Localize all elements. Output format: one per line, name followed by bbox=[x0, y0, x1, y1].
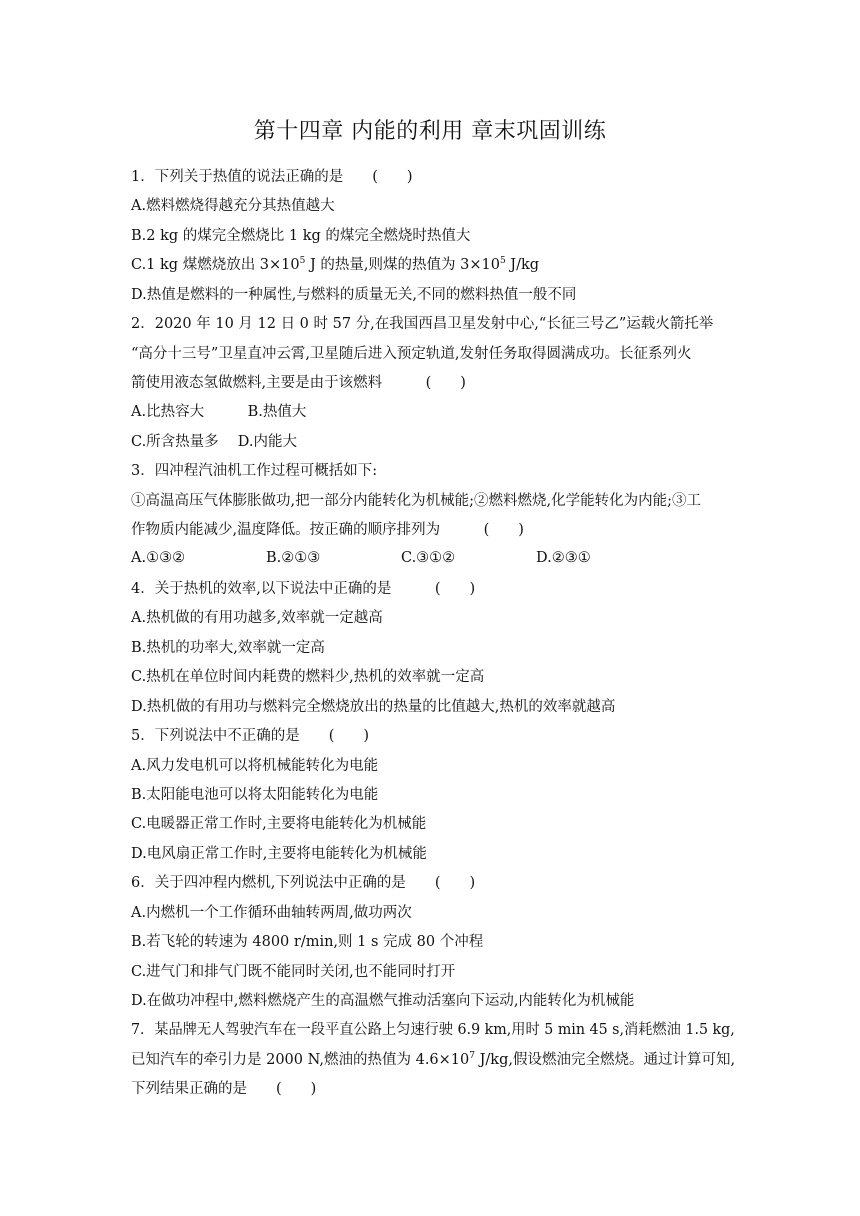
q5-stem: 5．下列说法中不正确的是 ( ) bbox=[131, 728, 370, 744]
q3-option-b: B.②①③ bbox=[266, 550, 321, 566]
q1-stem: 1．下列关于热值的说法正确的是 ( ) bbox=[131, 169, 413, 185]
q1-option-c-part: J/kg bbox=[505, 257, 540, 273]
q1-option-d: D.热值是燃料的一种属性,与燃料的质量无关,不同的燃料热值一般不同 bbox=[131, 287, 577, 303]
q4-option-c: C.热机在单位时间内耗费的燃料少,热机的效率就一定高 bbox=[131, 669, 485, 685]
q3-stem-line3: 作物质内能减少,温度降低。按正确的顺序排列为 ( ) bbox=[131, 522, 524, 538]
q7-stem-line2 bbox=[131, 1050, 735, 1070]
q4-stem: 4．关于热机的效率,以下说法中正确的是 ( ) bbox=[131, 581, 476, 597]
q3-option-c: C.③①② bbox=[401, 550, 456, 566]
q1-option-c-part: C.1 kg 煤燃烧放出 3×10 bbox=[131, 257, 300, 273]
q4-option-b: B.热机的功率大,效率就一定高 bbox=[131, 640, 325, 656]
q3-stem-line2: ①高温高压气体膨胀做功,把一部分内能转化为机械能;②燃料燃烧,化学能转化为内能;③工 bbox=[131, 493, 701, 509]
q1-option-a: A.燃料燃烧得越充分其热值越大 bbox=[131, 198, 335, 214]
q5-option-c: C.电暖器正常工作时,主要将电能转化为机械能 bbox=[131, 816, 427, 832]
page-title: 第十四章 内能的利用 章末巩固训练 bbox=[253, 119, 607, 144]
q2-options-ab: A.比热容大 B.热值大 bbox=[131, 404, 307, 420]
q6-option-b: B.若飞轮的转速为 4800 r/min,则 1 s 完成 80 个冲程 bbox=[131, 934, 484, 950]
q1-option-c bbox=[131, 255, 539, 275]
q6-stem: 6．关于四冲程内燃机,下列说法中正确的是 ( ) bbox=[131, 875, 476, 891]
q2-stem-line1: 2．2020 年 10 月 12 日 0 时 57 分,在我国西昌卫星发射中心,“长征三号乙”运载火箭托举 bbox=[131, 316, 714, 332]
q1-option-c-exponent: 5 bbox=[299, 256, 306, 266]
q1-option-b: B.2 kg 的煤完全燃烧比 1 kg 的煤完全燃烧时热值大 bbox=[131, 228, 471, 244]
q6-option-c: C.进气门和排气门既不能同时关闭,也不能同时打开 bbox=[131, 964, 456, 980]
q5-option-b: B.太阳能电池可以将太阳能转化为电能 bbox=[131, 787, 379, 803]
q1-option-c-part: J 的热量,则煤的热值为 3×10 bbox=[305, 257, 500, 273]
q7-stem-part: J/kg,假设燃油完全燃烧。通过计算可知, bbox=[475, 1052, 736, 1068]
q4-option-a: A.热机做的有用功越多,效率就一定越高 bbox=[131, 610, 383, 626]
q2-stem-line3: 箭使用液态氢做燃料,主要是由于该燃料 ( ) bbox=[131, 375, 466, 391]
q3-option-d: D.②③① bbox=[536, 550, 591, 566]
q6-option-d: D.在做功冲程中,燃料燃烧产生的高温燃气推动活塞向下运动,内能转化为机械能 bbox=[131, 993, 635, 1009]
q7-stem-line3: 下列结果正确的是 ( ) bbox=[131, 1081, 317, 1097]
q7-stem-line1: 7．某品牌无人驾驶汽车在一段平直公路上匀速行驶 6.9 km,用时 5 min 45 s,消耗燃油 1.5 kg, bbox=[131, 1022, 735, 1038]
q7-stem-part: 已知汽车的牵引力是 2000 N,燃油的热值为 4.6×10 bbox=[131, 1052, 470, 1068]
q6-option-a: A.内燃机一个工作循环曲轴转两周,做功两次 bbox=[131, 905, 412, 921]
q7-stem-exponent: 7 bbox=[469, 1051, 475, 1061]
q5-option-d: D.电风扇正常工作时,主要将电能转化为机械能 bbox=[131, 846, 427, 862]
q2-options-cd: C.所含热量多 D.内能大 bbox=[131, 434, 298, 450]
q4-option-d: D.热机做的有用功与燃料完全燃烧放出的热量的比值越大,热机的效率就越高 bbox=[131, 699, 616, 715]
q1-option-c-exponent: 5 bbox=[499, 256, 506, 266]
q3-stem-line1: 3．四冲程汽油机工作过程可概括如下: bbox=[131, 463, 378, 479]
q3-option-a: A.①③② bbox=[131, 550, 186, 566]
q5-option-a: A.风力发电机可以将机械能转化为电能 bbox=[131, 758, 379, 774]
q2-stem-line2: “高分十三号”卫星直冲云霄,卫星随后进入预定轨道,发射任务取得圆满成功。长征系列火 bbox=[131, 346, 692, 362]
